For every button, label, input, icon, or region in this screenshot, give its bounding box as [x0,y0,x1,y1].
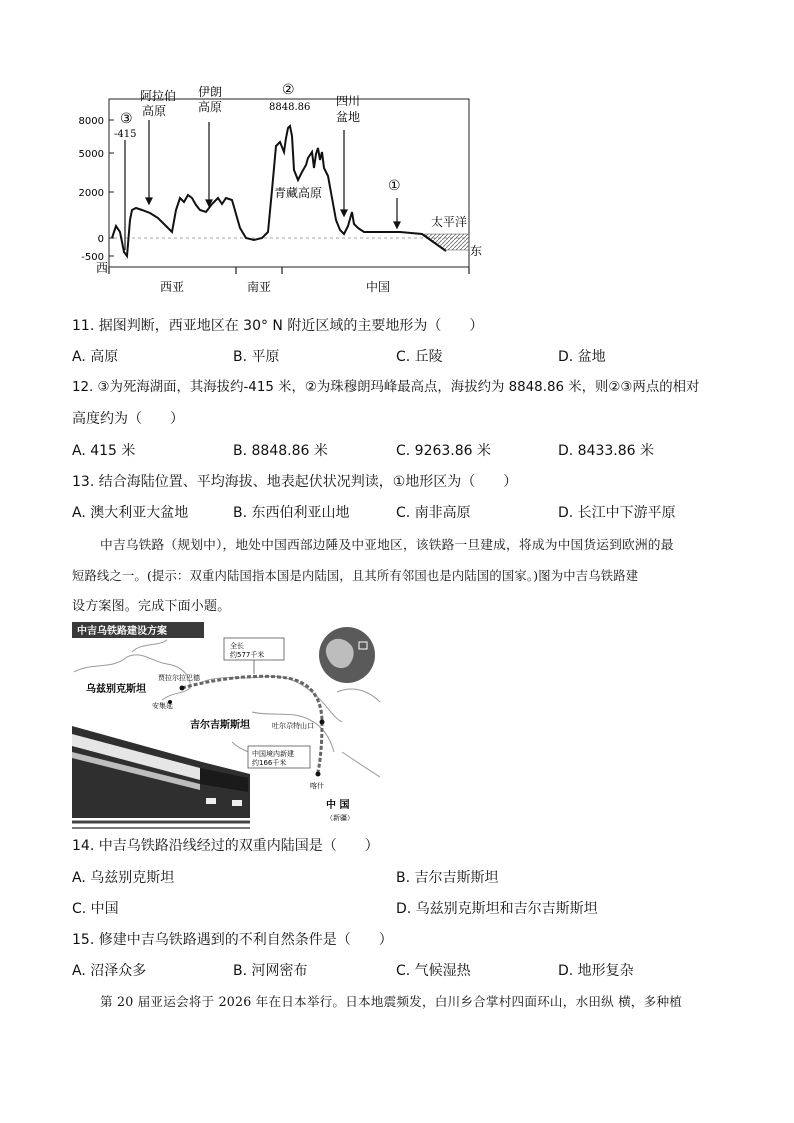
q12-option-d: D. 8433.86 米 [558,443,655,459]
callout-total-length-2: 约577千米 [230,651,265,659]
label-jalal-abad: 贾拉尔拉巴德 [158,674,200,682]
q13-option-c: C. 南非高原 [396,505,471,521]
label-iranian-plateau-1: 伊朗 [198,85,223,99]
y-tick-minus-500: -500 [81,252,104,263]
q11-option-b: B. 平原 [233,349,280,365]
label-east: 东 [470,244,483,258]
label-pacific: 太平洋 [431,215,468,229]
q13-option-d: D. 长江中下游平原 [558,505,676,521]
callout-new-china-1: 中国境内新建 [252,750,294,758]
region-south-asia: 南亚 [246,280,272,294]
q11-stem: 11. 据图判断，西亚地区在 30° N 附近区域的主要地形为（ ） [72,318,484,334]
q14-option-a: A. 乌兹别克斯坦 [72,870,175,886]
y-tick-2000: 2000 [78,188,104,199]
y-tick-5000: 5000 [78,149,104,160]
label-kashgar: 喀什 [310,782,324,790]
label-uzbekistan: 乌兹别克斯坦 [86,684,146,695]
label-iranian-plateau-2: 高原 [198,100,223,114]
pacific-ocean-hatch [424,234,469,250]
y-tick-0: 0 [97,234,104,245]
passage2-line1: 第 20 届亚运会将于 2026 年在日本举行。日本地震频发，白川乡合掌村四面环山，水田纵 横，多种植 [100,994,683,1009]
q15-option-a: A. 沼泽众多 [72,963,147,979]
label-point-3: ③ [120,111,133,127]
label-tibetan-plateau: 青藏高原 [274,186,323,200]
q14-option-b: B. 吉尔吉斯斯坦 [396,870,499,886]
q15-option-b: B. 河网密布 [233,963,308,979]
q15-option-d: D. 地形复杂 [558,963,634,979]
label-kyrgyzstan: 吉尔吉斯斯坦 [190,720,250,731]
region-west-asia: 西亚 [159,280,185,294]
q14-option-d: D. 乌兹别克斯坦和吉尔吉斯斯坦 [396,901,598,917]
label-point-1: ① [388,178,401,194]
q15-option-c: C. 气候湿热 [396,963,471,979]
q12-option-c: C. 9263.86 米 [396,443,492,459]
label-sichuan-basin-2: 盆地 [336,110,361,124]
passage1-line1: 中吉乌铁路（规划中），地处中国西部边陲及中亚地区，该铁路一旦建成，将成为中国货运到欧洲的最 [100,537,674,552]
q14-option-c: C. 中国 [72,901,119,917]
callout-total-length-1: 全长 [230,642,244,650]
q11-option-a: A. 高原 [72,349,119,365]
label-arabian-plateau-2: 高原 [142,104,167,118]
label-point-2-value: 8848.86 [269,102,311,113]
y-tick-8000: 8000 [78,116,104,127]
q12-option-b: B. 8848.86 米 [233,443,328,459]
q12-stem-line1: 12. ③为死海湖面，其海拔约-415 米，②为珠穆朗玛峰最高点，海拔约为 8848.86 米，则②③两点的相对 [72,380,700,395]
passage1-line2: 短路线之一。(提示：双重内陆国指本国是内陆国，且其所有邻国也是内陆国的国家。)图为中吉乌铁路建 [72,569,639,583]
region-china: 中国 [365,280,391,294]
label-torugart-pass: 吐尔尕特山口 [272,722,314,730]
q12-option-a: A. 415 米 [72,443,136,459]
q13-option-b: B. 东西伯利亚山地 [233,505,350,521]
map-title: 中吉乌铁路建设方案 [77,626,167,637]
label-west: 西 [96,261,109,275]
q11-option-d: D. 盆地 [558,349,606,365]
label-point-2: ② [282,82,295,98]
label-andijan: 安集延 [152,702,173,710]
q11-option-c: C. 丘陵 [396,349,443,365]
railway-route-map [72,622,382,832]
callout-new-china-2: 约166千米 [252,759,287,767]
q12-stem-line2: 高度约为（ ） [72,411,184,427]
label-xinjiang: （新疆） [326,814,354,822]
q14-stem: 14. 中吉乌铁路沿线经过的双重内陆国是（ ） [72,838,379,854]
terrain-profile-diagram [70,80,500,300]
profile-frame [109,99,469,267]
label-sichuan-basin-1: 四川 [336,94,361,108]
q13-stem: 13. 结合海陆位置、平均海拔、地表起伏状况判读，①地形区为（ ） [72,474,518,490]
passage1-line3: 设方案图。完成下面小题。 [72,599,231,614]
label-arabian-plateau-1: 阿拉伯 [140,89,177,103]
q13-option-a: A. 澳大利亚大盆地 [72,505,189,521]
label-point-3-value: -415 [114,129,137,140]
q15-stem: 15. 修建中吉乌铁路遇到的不利自然条件是（ ） [72,932,393,948]
label-china: 中 国 [326,800,350,811]
